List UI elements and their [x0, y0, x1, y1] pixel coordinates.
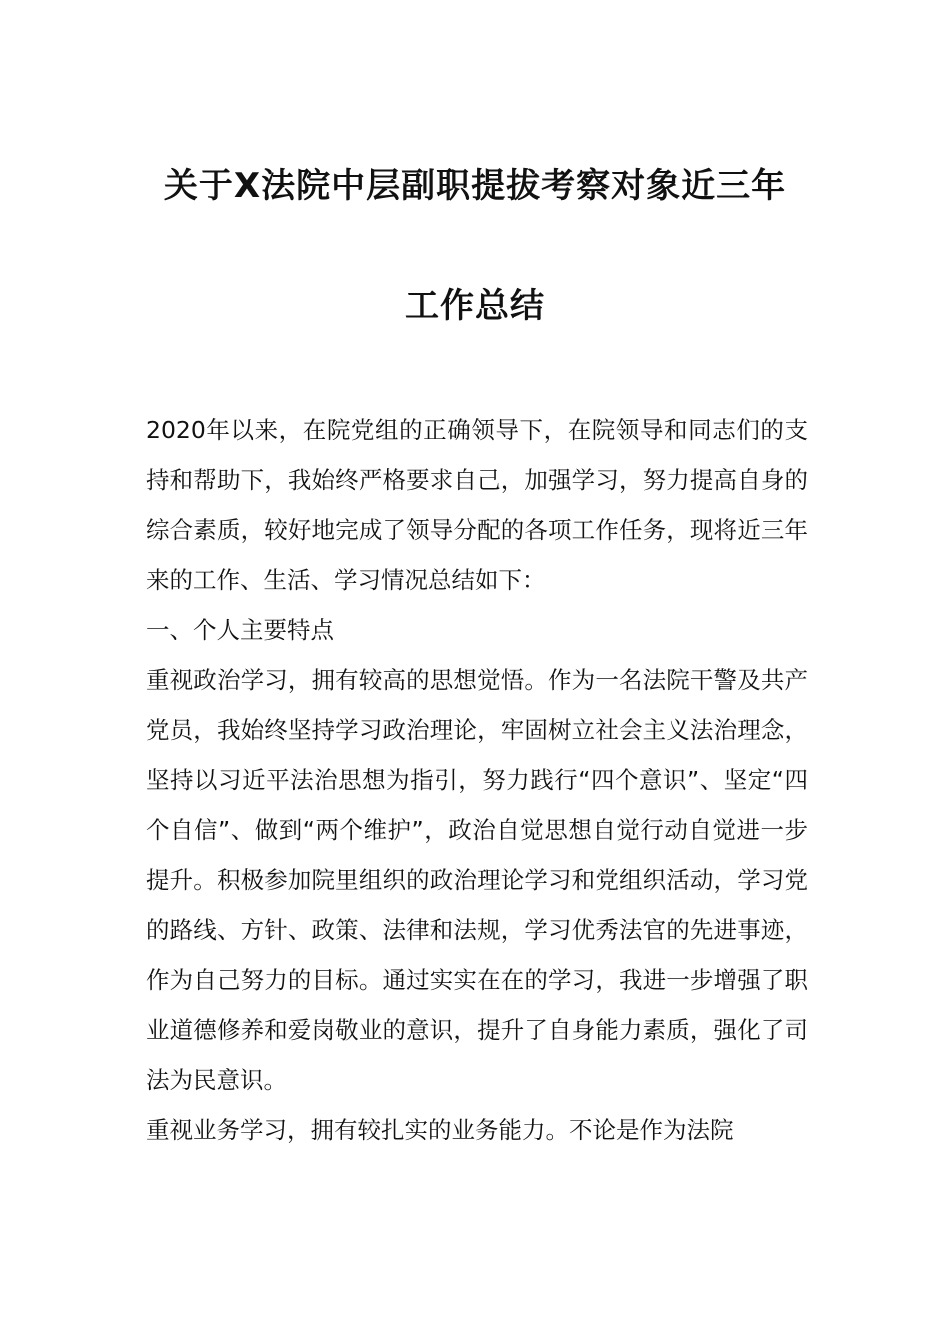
- paragraph-intro: 2020年以来，在院党组的正确领导下，在院领导和同志们的支持和帮助下，我始终严格要求自己，加强学习，努力提高自身的综合素质，较好地完成了领导分配的各项工作任务，现将近三年来的工作、生活、学习情况总结如下：: [146, 416, 808, 594]
- document-title-line-2: 工作总结: [405, 286, 545, 326]
- paragraph-business-study: 重视业务学习，拥有较扎实的业务能力。不论是作为法院: [146, 1116, 734, 1144]
- section-heading-personal-traits: 一、个人主要特点: [146, 616, 334, 644]
- document-body: [146, 405, 808, 1155]
- paragraph-political-study: 重视政治学习，拥有较高的思想觉悟。作为一名法院干警及共产党员，我始终坚持学习政治理论，牢固树立社会主义法治理念，坚持以习近平法治思想为指引，努力践行“四个意识”、坚定“四个自信”、做到“两个维护”，政治自觉思想自觉行动自觉进一步提升。积极参加院里组织的政治理论学习和党组织活动，学习党的路线、方针、政策、法律和法规，学习优秀法官的先进事迹，作为自己努力的目标。通过实实在在的学习，我进一步增强了职业道德修养和爱岗敬业的意识，提升了自身能力素质，强化了司法为民意识。: [146, 666, 808, 1094]
- document-title-line-1: 关于X法院中层副职提拔考察对象近三年: [163, 166, 787, 206]
